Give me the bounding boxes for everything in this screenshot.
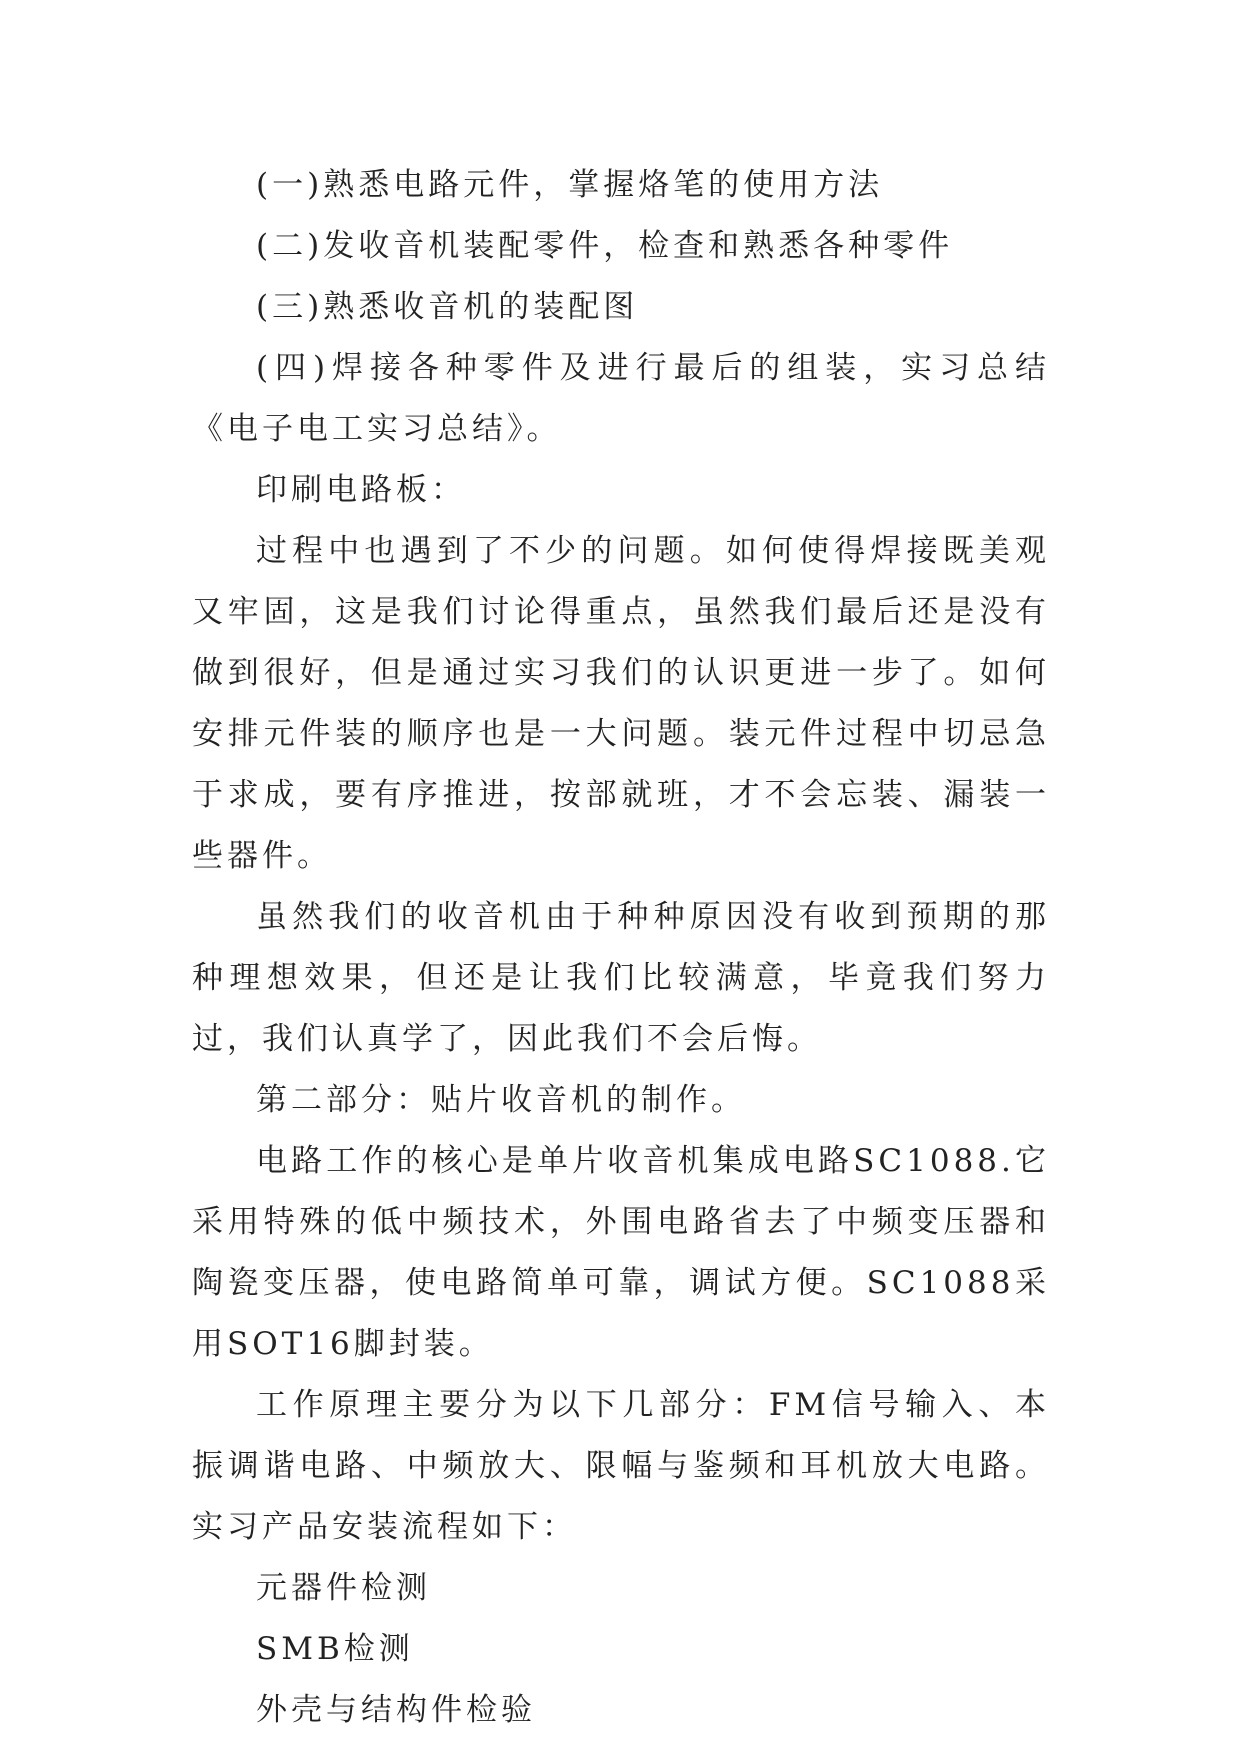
document-page bbox=[192, 155, 1050, 1741]
paragraph-problems: 过程中也遇到了不少的问题。如何使得焊接既美观又牢固，这是我们讨论得重点，虽然我们最后还是没有做到很好，但是通过实习我们的认识更进一步了。如何安排元件装的顺序也是一大问题。装元件过程中切忌急于求成，要有序推进，按部就班，才不会忘装、漏装一些器件。 bbox=[192, 533, 1050, 874]
paragraph-reflection: 虽然我们的收音机由于种种原因没有收到预期的那种理想效果，但还是让我们比较满意，毕竟我们努力过，我们认真学了，因此我们不会后悔。 bbox=[192, 899, 1050, 1057]
paragraph-circuit-core: 电路工作的核心是单片收音机集成电路SC1088.它采用特殊的低中频技术，外围电路省去了中频变压器和陶瓷变压器，使电路简单可靠，调试方便。SC1088采用SOT16脚封装。 bbox=[192, 1143, 1050, 1362]
section-heading-part-two: 第二部分：贴片收音机的制作。 bbox=[256, 1082, 746, 1118]
list-item-3: (三)熟悉收音机的装配图 bbox=[256, 289, 639, 325]
paragraph-working-principle: 工作原理主要分为以下几部分：FM信号输入、本振调谐电路、中频放大、限幅与鉴频和耳机放大电路。实习产品安装流程如下： bbox=[192, 1387, 1050, 1545]
section-heading-pcb: 印刷电路板： bbox=[256, 472, 466, 508]
process-step-2: SMB检测 bbox=[256, 1631, 414, 1667]
list-item-1: (一)熟悉电路元件，掌握烙笔的使用方法 bbox=[256, 167, 884, 203]
process-step-3: 外壳与结构件检验 bbox=[256, 1692, 536, 1728]
process-step-1: 元器件检测 bbox=[256, 1570, 431, 1606]
list-item-4: (四)焊接各种零件及进行最后的组装，实习总结《电子电工实习总结》。 bbox=[192, 350, 1050, 447]
list-item-2: (二)发收音机装配零件，检查和熟悉各种零件 bbox=[256, 228, 954, 264]
